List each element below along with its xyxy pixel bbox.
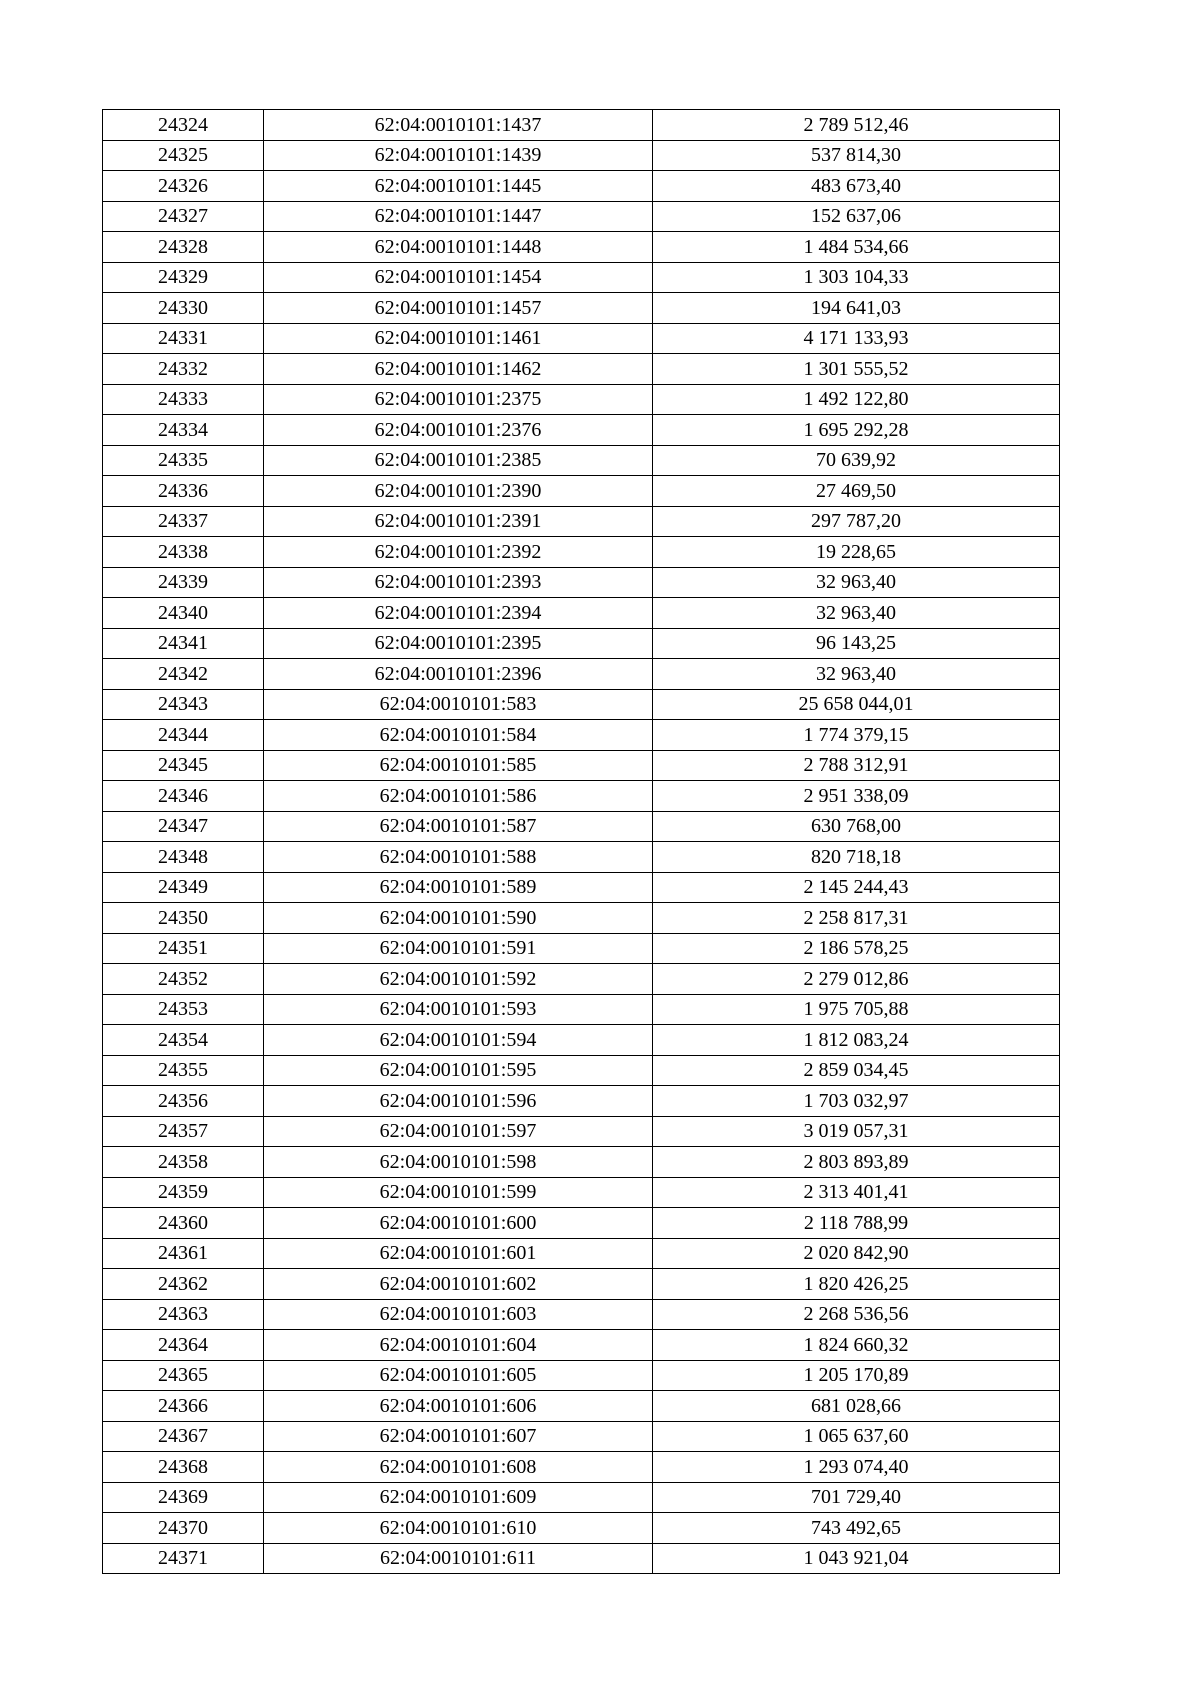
table-row bbox=[103, 232, 1060, 263]
cadastral-value-cell: 96 143,25 bbox=[653, 628, 1060, 659]
cadastral-value-cell: 32 963,40 bbox=[653, 598, 1060, 629]
table-row bbox=[103, 1360, 1060, 1391]
row-number-cell: 24367 bbox=[103, 1421, 264, 1452]
cadastral-number-cell: 62:04:0010101:2385 bbox=[264, 445, 653, 476]
row-number-cell: 24330 bbox=[103, 293, 264, 324]
row-number-cell: 24361 bbox=[103, 1238, 264, 1269]
cadastral-number-cell: 62:04:0010101:583 bbox=[264, 689, 653, 720]
cadastral-value-cell: 1 043 921,04 bbox=[653, 1543, 1060, 1574]
table-row bbox=[103, 689, 1060, 720]
cadastral-number-cell: 62:04:0010101:2375 bbox=[264, 384, 653, 415]
cadastral-number-cell: 62:04:0010101:591 bbox=[264, 933, 653, 964]
cadastral-value-cell: 1 205 170,89 bbox=[653, 1360, 1060, 1391]
table-row bbox=[103, 872, 1060, 903]
cadastral-value-cell: 1 824 660,32 bbox=[653, 1330, 1060, 1361]
row-number-cell: 24332 bbox=[103, 354, 264, 385]
cadastral-value-cell: 2 313 401,41 bbox=[653, 1177, 1060, 1208]
cadastral-value-cell: 1 484 534,66 bbox=[653, 232, 1060, 263]
cadastral-value-cell: 194 641,03 bbox=[653, 293, 1060, 324]
table-row bbox=[103, 1086, 1060, 1117]
table-row bbox=[103, 293, 1060, 324]
cadastral-value-cell: 820 718,18 bbox=[653, 842, 1060, 873]
cadastral-number-cell: 62:04:0010101:601 bbox=[264, 1238, 653, 1269]
table-row bbox=[103, 781, 1060, 812]
table-row bbox=[103, 1116, 1060, 1147]
cadastral-value-cell: 1 492 122,80 bbox=[653, 384, 1060, 415]
row-number-cell: 24349 bbox=[103, 872, 264, 903]
cadastral-number-cell: 62:04:0010101:1437 bbox=[264, 110, 653, 141]
row-number-cell: 24324 bbox=[103, 110, 264, 141]
row-number-cell: 24326 bbox=[103, 171, 264, 202]
cadastral-number-cell: 62:04:0010101:1462 bbox=[264, 354, 653, 385]
table-row bbox=[103, 445, 1060, 476]
row-number-cell: 24366 bbox=[103, 1391, 264, 1422]
row-number-cell: 24342 bbox=[103, 659, 264, 690]
cadastral-number-cell: 62:04:0010101:592 bbox=[264, 964, 653, 995]
table-row bbox=[103, 415, 1060, 446]
table-row bbox=[103, 598, 1060, 629]
cadastral-value-cell: 2 951 338,09 bbox=[653, 781, 1060, 812]
cadastral-value-cell: 630 768,00 bbox=[653, 811, 1060, 842]
table-row bbox=[103, 1238, 1060, 1269]
row-number-cell: 24347 bbox=[103, 811, 264, 842]
cadastral-value-cell: 537 814,30 bbox=[653, 140, 1060, 171]
cadastral-value-cell: 25 658 044,01 bbox=[653, 689, 1060, 720]
cadastral-number-cell: 62:04:0010101:594 bbox=[264, 1025, 653, 1056]
cadastral-number-cell: 62:04:0010101:599 bbox=[264, 1177, 653, 1208]
row-number-cell: 24345 bbox=[103, 750, 264, 781]
cadastral-value-cell: 2 145 244,43 bbox=[653, 872, 1060, 903]
cadastral-number-cell: 62:04:0010101:2394 bbox=[264, 598, 653, 629]
row-number-cell: 24331 bbox=[103, 323, 264, 354]
cadastral-value-cell: 2 186 578,25 bbox=[653, 933, 1060, 964]
cadastral-value-cell: 152 637,06 bbox=[653, 201, 1060, 232]
table-row bbox=[103, 171, 1060, 202]
table-row bbox=[103, 1513, 1060, 1544]
cadastral-value-cell: 19 228,65 bbox=[653, 537, 1060, 568]
row-number-cell: 24338 bbox=[103, 537, 264, 568]
table-row bbox=[103, 384, 1060, 415]
table-row bbox=[103, 1269, 1060, 1300]
row-number-cell: 24327 bbox=[103, 201, 264, 232]
table-row bbox=[103, 628, 1060, 659]
table-row bbox=[103, 1208, 1060, 1239]
row-number-cell: 24353 bbox=[103, 994, 264, 1025]
cadastral-value-cell: 1 820 426,25 bbox=[653, 1269, 1060, 1300]
cadastral-value-cell: 2 118 788,99 bbox=[653, 1208, 1060, 1239]
cadastral-value-cell: 32 963,40 bbox=[653, 659, 1060, 690]
row-number-cell: 24339 bbox=[103, 567, 264, 598]
table-row bbox=[103, 1177, 1060, 1208]
table-row bbox=[103, 750, 1060, 781]
row-number-cell: 24352 bbox=[103, 964, 264, 995]
cadastral-number-cell: 62:04:0010101:2390 bbox=[264, 476, 653, 507]
cadastral-value-cell: 2 859 034,45 bbox=[653, 1055, 1060, 1086]
cadastral-number-cell: 62:04:0010101:2391 bbox=[264, 506, 653, 537]
cadastral-number-cell: 62:04:0010101:609 bbox=[264, 1482, 653, 1513]
row-number-cell: 24351 bbox=[103, 933, 264, 964]
cadastral-number-cell: 62:04:0010101:607 bbox=[264, 1421, 653, 1452]
table-row bbox=[103, 354, 1060, 385]
cadastral-value-cell: 1 065 637,60 bbox=[653, 1421, 1060, 1452]
row-number-cell: 24328 bbox=[103, 232, 264, 263]
cadastral-value-cell: 70 639,92 bbox=[653, 445, 1060, 476]
row-number-cell: 24365 bbox=[103, 1360, 264, 1391]
row-number-cell: 24346 bbox=[103, 781, 264, 812]
row-number-cell: 24360 bbox=[103, 1208, 264, 1239]
cadastral-value-cell: 297 787,20 bbox=[653, 506, 1060, 537]
table-row bbox=[103, 1421, 1060, 1452]
row-number-cell: 24357 bbox=[103, 1116, 264, 1147]
table-row bbox=[103, 994, 1060, 1025]
cadastral-number-cell: 62:04:0010101:1457 bbox=[264, 293, 653, 324]
table-row bbox=[103, 842, 1060, 873]
cadastral-value-cell: 3 019 057,31 bbox=[653, 1116, 1060, 1147]
cadastral-number-cell: 62:04:0010101:608 bbox=[264, 1452, 653, 1483]
table-row bbox=[103, 537, 1060, 568]
cadastral-number-cell: 62:04:0010101:596 bbox=[264, 1086, 653, 1117]
table-row bbox=[103, 1055, 1060, 1086]
row-number-cell: 24354 bbox=[103, 1025, 264, 1056]
row-number-cell: 24344 bbox=[103, 720, 264, 751]
cadastral-number-cell: 62:04:0010101:1439 bbox=[264, 140, 653, 171]
cadastral-number-cell: 62:04:0010101:2376 bbox=[264, 415, 653, 446]
row-number-cell: 24337 bbox=[103, 506, 264, 537]
cadastral-value-cell: 1 301 555,52 bbox=[653, 354, 1060, 385]
cadastral-value-cell: 1 812 083,24 bbox=[653, 1025, 1060, 1056]
row-number-cell: 24363 bbox=[103, 1299, 264, 1330]
cadastral-number-cell: 62:04:0010101:2396 bbox=[264, 659, 653, 690]
row-number-cell: 24356 bbox=[103, 1086, 264, 1117]
cadastral-number-cell: 62:04:0010101:586 bbox=[264, 781, 653, 812]
row-number-cell: 24358 bbox=[103, 1147, 264, 1178]
cadastral-number-cell: 62:04:0010101:1447 bbox=[264, 201, 653, 232]
cadastral-number-cell: 62:04:0010101:1445 bbox=[264, 171, 653, 202]
cadastral-number-cell: 62:04:0010101:593 bbox=[264, 994, 653, 1025]
cadastral-number-cell: 62:04:0010101:584 bbox=[264, 720, 653, 751]
table-row bbox=[103, 201, 1060, 232]
cadastral-number-cell: 62:04:0010101:595 bbox=[264, 1055, 653, 1086]
cadastral-number-cell: 62:04:0010101:602 bbox=[264, 1269, 653, 1300]
table-row bbox=[103, 659, 1060, 690]
row-number-cell: 24350 bbox=[103, 903, 264, 934]
row-number-cell: 24348 bbox=[103, 842, 264, 873]
table-row bbox=[103, 964, 1060, 995]
row-number-cell: 24340 bbox=[103, 598, 264, 629]
table-row bbox=[103, 140, 1060, 171]
cadastral-number-cell: 62:04:0010101:1454 bbox=[264, 262, 653, 293]
cadastral-value-cell: 1 975 705,88 bbox=[653, 994, 1060, 1025]
cadastral-value-cell: 2 803 893,89 bbox=[653, 1147, 1060, 1178]
cadastral-value-cell: 483 673,40 bbox=[653, 171, 1060, 202]
row-number-cell: 24359 bbox=[103, 1177, 264, 1208]
row-number-cell: 24341 bbox=[103, 628, 264, 659]
cadastral-number-cell: 62:04:0010101:588 bbox=[264, 842, 653, 873]
cadastral-value-cell: 2 258 817,31 bbox=[653, 903, 1060, 934]
cadastral-number-cell: 62:04:0010101:604 bbox=[264, 1330, 653, 1361]
row-number-cell: 24362 bbox=[103, 1269, 264, 1300]
table-row bbox=[103, 1147, 1060, 1178]
cadastral-value-cell: 4 171 133,93 bbox=[653, 323, 1060, 354]
cadastral-number-cell: 62:04:0010101:597 bbox=[264, 1116, 653, 1147]
cadastral-value-cell: 1 695 292,28 bbox=[653, 415, 1060, 446]
cadastral-value-cell: 27 469,50 bbox=[653, 476, 1060, 507]
row-number-cell: 24325 bbox=[103, 140, 264, 171]
row-number-cell: 24355 bbox=[103, 1055, 264, 1086]
cadastral-value-cell: 2 020 842,90 bbox=[653, 1238, 1060, 1269]
row-number-cell: 24364 bbox=[103, 1330, 264, 1361]
cadastral-value-cell: 743 492,65 bbox=[653, 1513, 1060, 1544]
cadastral-value-cell: 681 028,66 bbox=[653, 1391, 1060, 1422]
row-number-cell: 24371 bbox=[103, 1543, 264, 1574]
table-row bbox=[103, 323, 1060, 354]
cadastral-number-cell: 62:04:0010101:611 bbox=[264, 1543, 653, 1574]
cadastral-number-cell: 62:04:0010101:587 bbox=[264, 811, 653, 842]
table-row bbox=[103, 110, 1060, 141]
row-number-cell: 24369 bbox=[103, 1482, 264, 1513]
cadastral-number-cell: 62:04:0010101:600 bbox=[264, 1208, 653, 1239]
table-row bbox=[103, 720, 1060, 751]
cadastral-number-cell: 62:04:0010101:1461 bbox=[264, 323, 653, 354]
cadastral-value-cell: 701 729,40 bbox=[653, 1482, 1060, 1513]
table-row bbox=[103, 1543, 1060, 1574]
cadastral-value-table bbox=[102, 109, 1060, 1574]
table-row bbox=[103, 903, 1060, 934]
cadastral-value-cell: 1 293 074,40 bbox=[653, 1452, 1060, 1483]
row-number-cell: 24334 bbox=[103, 415, 264, 446]
table-row bbox=[103, 933, 1060, 964]
row-number-cell: 24336 bbox=[103, 476, 264, 507]
table-row bbox=[103, 811, 1060, 842]
table-row bbox=[103, 1482, 1060, 1513]
cadastral-value-cell: 2 268 536,56 bbox=[653, 1299, 1060, 1330]
table-body bbox=[103, 110, 1060, 1574]
cadastral-number-cell: 62:04:0010101:2393 bbox=[264, 567, 653, 598]
table-row bbox=[103, 1391, 1060, 1422]
table-row bbox=[103, 1025, 1060, 1056]
cadastral-value-cell: 1 774 379,15 bbox=[653, 720, 1060, 751]
table-row bbox=[103, 262, 1060, 293]
row-number-cell: 24368 bbox=[103, 1452, 264, 1483]
cadastral-value-cell: 2 279 012,86 bbox=[653, 964, 1060, 995]
cadastral-number-cell: 62:04:0010101:603 bbox=[264, 1299, 653, 1330]
row-number-cell: 24370 bbox=[103, 1513, 264, 1544]
row-number-cell: 24329 bbox=[103, 262, 264, 293]
table-row bbox=[103, 1330, 1060, 1361]
cadastral-value-cell: 2 789 512,46 bbox=[653, 110, 1060, 141]
table-row bbox=[103, 506, 1060, 537]
cadastral-number-cell: 62:04:0010101:2392 bbox=[264, 537, 653, 568]
cadastral-value-cell: 2 788 312,91 bbox=[653, 750, 1060, 781]
cadastral-number-cell: 62:04:0010101:598 bbox=[264, 1147, 653, 1178]
cadastral-number-cell: 62:04:0010101:585 bbox=[264, 750, 653, 781]
row-number-cell: 24333 bbox=[103, 384, 264, 415]
cadastral-number-cell: 62:04:0010101:605 bbox=[264, 1360, 653, 1391]
cadastral-number-cell: 62:04:0010101:1448 bbox=[264, 232, 653, 263]
cadastral-number-cell: 62:04:0010101:589 bbox=[264, 872, 653, 903]
cadastral-number-cell: 62:04:0010101:2395 bbox=[264, 628, 653, 659]
cadastral-value-cell: 1 703 032,97 bbox=[653, 1086, 1060, 1117]
cadastral-number-cell: 62:04:0010101:606 bbox=[264, 1391, 653, 1422]
table-row bbox=[103, 476, 1060, 507]
cadastral-value-cell: 32 963,40 bbox=[653, 567, 1060, 598]
row-number-cell: 24335 bbox=[103, 445, 264, 476]
row-number-cell: 24343 bbox=[103, 689, 264, 720]
table-row bbox=[103, 567, 1060, 598]
table-row bbox=[103, 1452, 1060, 1483]
cadastral-number-cell: 62:04:0010101:590 bbox=[264, 903, 653, 934]
cadastral-number-cell: 62:04:0010101:610 bbox=[264, 1513, 653, 1544]
table-row bbox=[103, 1299, 1060, 1330]
cadastral-value-cell: 1 303 104,33 bbox=[653, 262, 1060, 293]
